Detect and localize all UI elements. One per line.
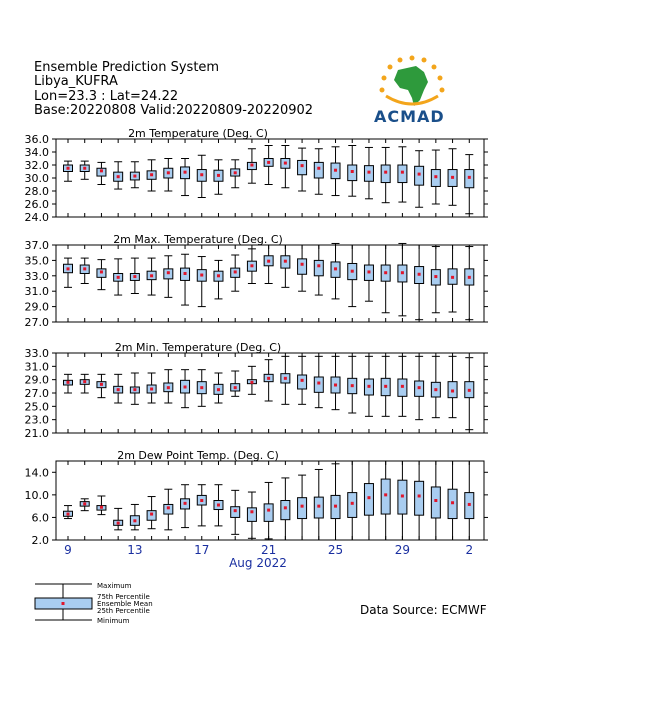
y-tick-label: 29.0 [24,300,49,314]
mean-marker [384,493,387,496]
legend-p75-label: 75th Percentile [97,593,150,601]
iqr-box [398,165,407,183]
mean-marker [167,271,170,274]
mean-marker [334,505,337,508]
y-tick-label: 14.0 [24,466,49,480]
y-tick-label: 23.0 [24,413,49,427]
iqr-box [247,508,256,522]
y-tick-label: 27.0 [24,387,49,400]
mean-marker [451,176,454,179]
mean-marker [167,386,170,389]
mean-marker [184,171,187,174]
mean-marker [117,388,120,391]
mean-marker [100,506,103,509]
panel-title: 2m Dew Point Temp. (Deg. C) [117,449,279,462]
iqr-box [381,479,390,514]
mean-marker [133,175,136,178]
mean-marker [301,379,304,382]
mean-marker [250,381,253,384]
mean-marker [284,260,287,263]
mean-marker [468,176,471,179]
mean-marker [200,386,203,389]
iqr-box [431,487,440,518]
x-tick-label: 21 [260,543,277,557]
mean-marker [284,377,287,380]
mean-marker [334,169,337,172]
y-tick-label: 29.0 [24,373,49,387]
mean-marker [434,499,437,502]
y-tick-label: 34.0 [24,146,49,159]
legend-minimum-label: Minimum [97,617,130,625]
mean-marker [384,385,387,388]
mean-marker [150,274,153,277]
mean-marker [234,270,237,273]
y-tick-label: 26.0 [24,198,49,211]
mean-marker [468,503,471,506]
iqr-box [281,501,290,520]
mean-marker [217,174,220,177]
mean-marker [434,275,437,278]
y-tick-label: 2.0 [31,534,49,547]
mean-marker [401,171,404,174]
iqr-box [348,493,357,518]
y-tick-label: 35.0 [24,254,49,268]
mean-marker [100,169,103,172]
y-tick-label: 28.0 [24,185,49,198]
mean-marker [217,388,220,391]
mean-marker [83,380,86,383]
mean-marker [401,494,404,497]
mean-marker [418,273,421,276]
mean-marker [384,171,387,174]
x-tick-label: 13 [127,543,143,557]
panel-title: 2m Min. Temperature (Deg. C) [114,341,282,354]
mean-marker [367,270,370,273]
mean-marker [418,494,421,497]
mean-marker [468,389,471,392]
mean-marker [267,509,270,512]
mean-marker [267,377,270,380]
mean-marker [133,519,136,522]
mean-marker [100,270,103,273]
mean-marker [200,173,203,176]
mean-marker [150,513,153,516]
mean-marker [167,506,170,509]
mean-marker [284,506,287,509]
mean-marker [217,274,220,277]
x-tick-label: 29 [394,543,411,557]
mean-marker [351,170,354,173]
header-station-name: Libya_KUFRA [34,74,118,89]
mean-marker [317,382,320,385]
mean-marker [184,272,187,275]
mean-marker [234,386,237,389]
y-tick-label: 30.0 [24,172,49,185]
mean-marker [451,390,454,393]
mean-marker [301,263,304,266]
legend-maximum-label: Maximum [97,582,132,590]
x-tick-label: 9 [64,543,72,557]
mean-marker [200,499,203,502]
iqr-box [298,375,307,389]
mean-marker [250,164,253,167]
logo-text: ACMAD [374,107,445,126]
mean-marker [100,383,103,386]
mean-marker [367,171,370,174]
header-coordinates: Lon=23.3 : Lat=24.22 [34,89,179,104]
legend-mean-label: Ensemble Mean [97,600,153,608]
mean-marker [150,173,153,176]
mean-marker [267,260,270,263]
mean-marker [351,502,354,505]
mean-marker [200,274,203,277]
mean-marker [133,388,136,391]
iqr-box [314,377,323,392]
mean-marker [384,271,387,274]
mean-marker [351,384,354,387]
mean-marker [451,501,454,504]
y-tick-label: 27.0 [24,316,49,329]
mean-marker [334,384,337,387]
mean-marker [67,513,70,516]
mean-marker [217,504,220,507]
iqr-box [381,165,390,183]
mean-marker [451,276,454,279]
iqr-box [415,481,424,515]
mean-marker [150,388,153,391]
y-tick-label: 25.0 [24,400,49,414]
x-tick-label: 25 [327,543,344,557]
mean-marker [401,385,404,388]
y-tick-label: 31.0 [24,360,49,374]
y-tick-label: 24.0 [24,211,49,224]
mean-marker [133,275,136,278]
mean-marker [184,502,187,505]
mean-marker [301,505,304,508]
panel-title: 2m Max. Temperature (Deg. C) [113,233,283,246]
mean-marker [267,161,270,164]
mean-marker [117,175,120,178]
mean-marker [434,175,437,178]
data-source-label: Data Source: ECMWF [360,603,487,617]
mean-marker [401,271,404,274]
mean-marker [367,385,370,388]
mean-marker [468,276,471,279]
y-tick-label: 33.0 [24,269,49,283]
mean-marker [83,502,86,505]
mean-marker [367,496,370,499]
mean-marker [418,173,421,176]
mean-marker [250,510,253,513]
iqr-box [264,504,273,521]
mean-marker [418,386,421,389]
y-tick-label: 31.0 [24,285,49,299]
mean-marker [317,167,320,170]
mean-marker [434,388,437,391]
y-tick-label: 10.0 [24,488,49,502]
iqr-box [298,259,307,274]
mean-marker [317,505,320,508]
iqr-box [314,162,323,178]
mean-marker [117,522,120,525]
iqr-box [314,260,323,275]
iqr-box [298,160,307,174]
panel-title: 2m Temperature (Deg. C) [128,127,268,140]
iqr-box [364,484,373,516]
mean-marker [167,171,170,174]
mean-marker [234,171,237,174]
mean-marker [83,267,86,270]
mean-marker [250,264,253,267]
mean-marker [83,167,86,170]
y-tick-label: 37.0 [24,239,49,252]
mean-marker [317,264,320,267]
header-system-title: Ensemble Prediction System [34,60,220,75]
y-tick-label: 6.0 [31,511,49,525]
mean-marker [334,267,337,270]
x-tick-label: 2 [465,543,474,557]
y-tick-label: 36.0 [24,133,49,146]
mean-marker [67,167,70,170]
mean-marker [67,381,70,384]
mean-marker [184,386,187,389]
mean-marker [284,162,287,165]
x-month-label: Aug 2022 [229,556,287,570]
mean-marker [301,164,304,167]
mean-marker [351,270,354,273]
header-base-valid-dates: Base:20220808 Valid:20220809-20220902 [34,103,314,118]
y-tick-label: 21.0 [24,427,49,440]
mean-marker [234,509,237,512]
iqr-box [298,498,307,519]
mean-marker [67,267,70,270]
y-tick-label: 32.0 [24,159,49,172]
y-tick-label: 33.0 [24,347,49,360]
x-tick-label: 17 [194,543,210,557]
mean-marker [117,276,120,279]
iqr-box [415,166,424,185]
legend-p25-label: 25th Percentile [97,607,150,615]
